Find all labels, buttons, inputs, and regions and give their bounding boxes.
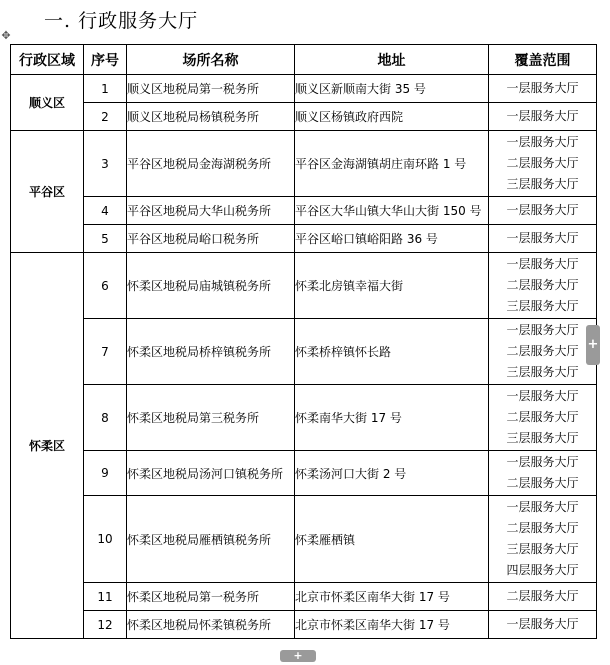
- table-row: [11, 451, 597, 496]
- coverage-item: 一层服务大厅: [506, 617, 579, 631]
- row-number-cell: 7: [84, 319, 127, 385]
- coverage-item: 一层服务大厅: [506, 257, 579, 271]
- coverage-item: 二层服务大厅: [506, 344, 579, 358]
- coverage-item: 一层服务大厅: [506, 500, 579, 514]
- coverage-item: 二层服务大厅: [506, 476, 579, 490]
- coverage-cell: [489, 583, 597, 611]
- coverage-cell: [489, 225, 597, 253]
- venue-name-cell: 怀柔区地税局怀柔镇税务所: [127, 611, 295, 639]
- coverage-cell: [489, 103, 597, 131]
- venue-name-cell: 顺义区地税局第一税务所: [127, 75, 295, 103]
- venue-name-cell: 怀柔区地税局雁栖镇税务所: [127, 496, 295, 583]
- venue-name-cell: 怀柔区地税局汤河口镇税务所: [127, 451, 295, 496]
- venue-name-cell: 怀柔区地税局第三税务所: [127, 385, 295, 451]
- table-row: [11, 131, 597, 197]
- table-header-row: [11, 45, 597, 75]
- coverage-item: 三层服务大厅: [506, 365, 579, 379]
- address-cell: 平谷区峪口镇峪阳路 36 号: [295, 225, 489, 253]
- service-hall-table: [10, 44, 597, 639]
- coverage-cell: [489, 253, 597, 319]
- row-number-cell: 3: [84, 131, 127, 197]
- address-cell: 怀柔汤河口大街 2 号: [295, 451, 489, 496]
- header-address: 地址: [295, 45, 489, 75]
- venue-name-cell: 怀柔区地税局庙城镇税务所: [127, 253, 295, 319]
- plus-icon[interactable]: +: [280, 650, 316, 662]
- coverage-item: 三层服务大厅: [506, 177, 579, 191]
- row-number-cell: 11: [84, 583, 127, 611]
- row-number-cell: 2: [84, 103, 127, 131]
- coverage-item: 一层服务大厅: [506, 135, 579, 149]
- row-number-cell: 10: [84, 496, 127, 583]
- coverage-cell: [489, 75, 597, 103]
- coverage-item: 三层服务大厅: [506, 299, 579, 313]
- coverage-item: 二层服务大厅: [506, 156, 579, 170]
- header-venue-name: 场所名称: [127, 45, 295, 75]
- header-district: 行政区域: [11, 45, 84, 75]
- coverage-cell: [489, 197, 597, 225]
- row-number-cell: 1: [84, 75, 127, 103]
- district-cell: 怀柔区: [11, 253, 84, 639]
- section-title: 一. 行政服务大厅: [44, 10, 199, 32]
- row-number-cell: 12: [84, 611, 127, 639]
- coverage-cell: [489, 319, 597, 385]
- plus-icon[interactable]: +: [586, 325, 600, 365]
- coverage-item: 二层服务大厅: [506, 589, 579, 603]
- table-row: [11, 103, 597, 131]
- coverage-item: 一层服务大厅: [506, 231, 579, 245]
- address-cell: 平谷区大华山镇大华山大街 150 号: [295, 197, 489, 225]
- coverage-item: 一层服务大厅: [506, 389, 579, 403]
- header-number: 序号: [84, 45, 127, 75]
- row-number-cell: 6: [84, 253, 127, 319]
- table-row: [11, 319, 597, 385]
- move-arrows-icon[interactable]: ✥: [1, 29, 11, 42]
- coverage-cell: [489, 451, 597, 496]
- venue-name-cell: 顺义区地税局杨镇税务所: [127, 103, 295, 131]
- coverage-item: 一层服务大厅: [506, 323, 579, 337]
- header-coverage: 覆盖范围: [489, 45, 597, 75]
- row-number-cell: 9: [84, 451, 127, 496]
- address-cell: 怀柔南华大街 17 号: [295, 385, 489, 451]
- address-cell: 怀柔北房镇幸福大街: [295, 253, 489, 319]
- address-cell: 北京市怀柔区南华大街 17 号: [295, 611, 489, 639]
- venue-name-cell: 怀柔区地税局第一税务所: [127, 583, 295, 611]
- coverage-item: 二层服务大厅: [506, 410, 579, 424]
- table-row: [11, 75, 597, 103]
- district-cell: 平谷区: [11, 131, 84, 253]
- venue-name-cell: 怀柔区地税局桥梓镇税务所: [127, 319, 295, 385]
- venue-name-cell: 平谷区地税局金海湖税务所: [127, 131, 295, 197]
- district-cell: 顺义区: [11, 75, 84, 131]
- table-row: [11, 253, 597, 319]
- address-cell: 平谷区金海湖镇胡庄南环路 1 号: [295, 131, 489, 197]
- row-number-cell: 8: [84, 385, 127, 451]
- row-number-cell: 4: [84, 197, 127, 225]
- coverage-item: 三层服务大厅: [506, 542, 579, 556]
- table-body: [11, 75, 597, 639]
- coverage-item: 一层服务大厅: [506, 455, 579, 469]
- row-number-cell: 5: [84, 225, 127, 253]
- address-cell: 怀柔桥梓镇怀长路: [295, 319, 489, 385]
- address-cell: 顺义区新顺南大街 35 号: [295, 75, 489, 103]
- table-row: [11, 611, 597, 639]
- venue-name-cell: 平谷区地税局大华山税务所: [127, 197, 295, 225]
- table-row: [11, 385, 597, 451]
- address-cell: 顺义区杨镇政府西院: [295, 103, 489, 131]
- table-row: [11, 225, 597, 253]
- table-row: [11, 197, 597, 225]
- coverage-item: 一层服务大厅: [506, 81, 579, 95]
- table-row: [11, 496, 597, 583]
- address-cell: 怀柔雁栖镇: [295, 496, 489, 583]
- coverage-item: 一层服务大厅: [506, 109, 579, 123]
- coverage-item: 二层服务大厅: [506, 278, 579, 292]
- table-row: [11, 583, 597, 611]
- coverage-item: 四层服务大厅: [506, 563, 579, 577]
- coverage-cell: [489, 385, 597, 451]
- coverage-item: 二层服务大厅: [506, 521, 579, 535]
- coverage-cell: [489, 131, 597, 197]
- coverage-item: 一层服务大厅: [506, 203, 579, 217]
- venue-name-cell: 平谷区地税局峪口税务所: [127, 225, 295, 253]
- address-cell: 北京市怀柔区南华大街 17 号: [295, 583, 489, 611]
- coverage-cell: [489, 496, 597, 583]
- coverage-item: 三层服务大厅: [506, 431, 579, 445]
- coverage-cell: [489, 611, 597, 639]
